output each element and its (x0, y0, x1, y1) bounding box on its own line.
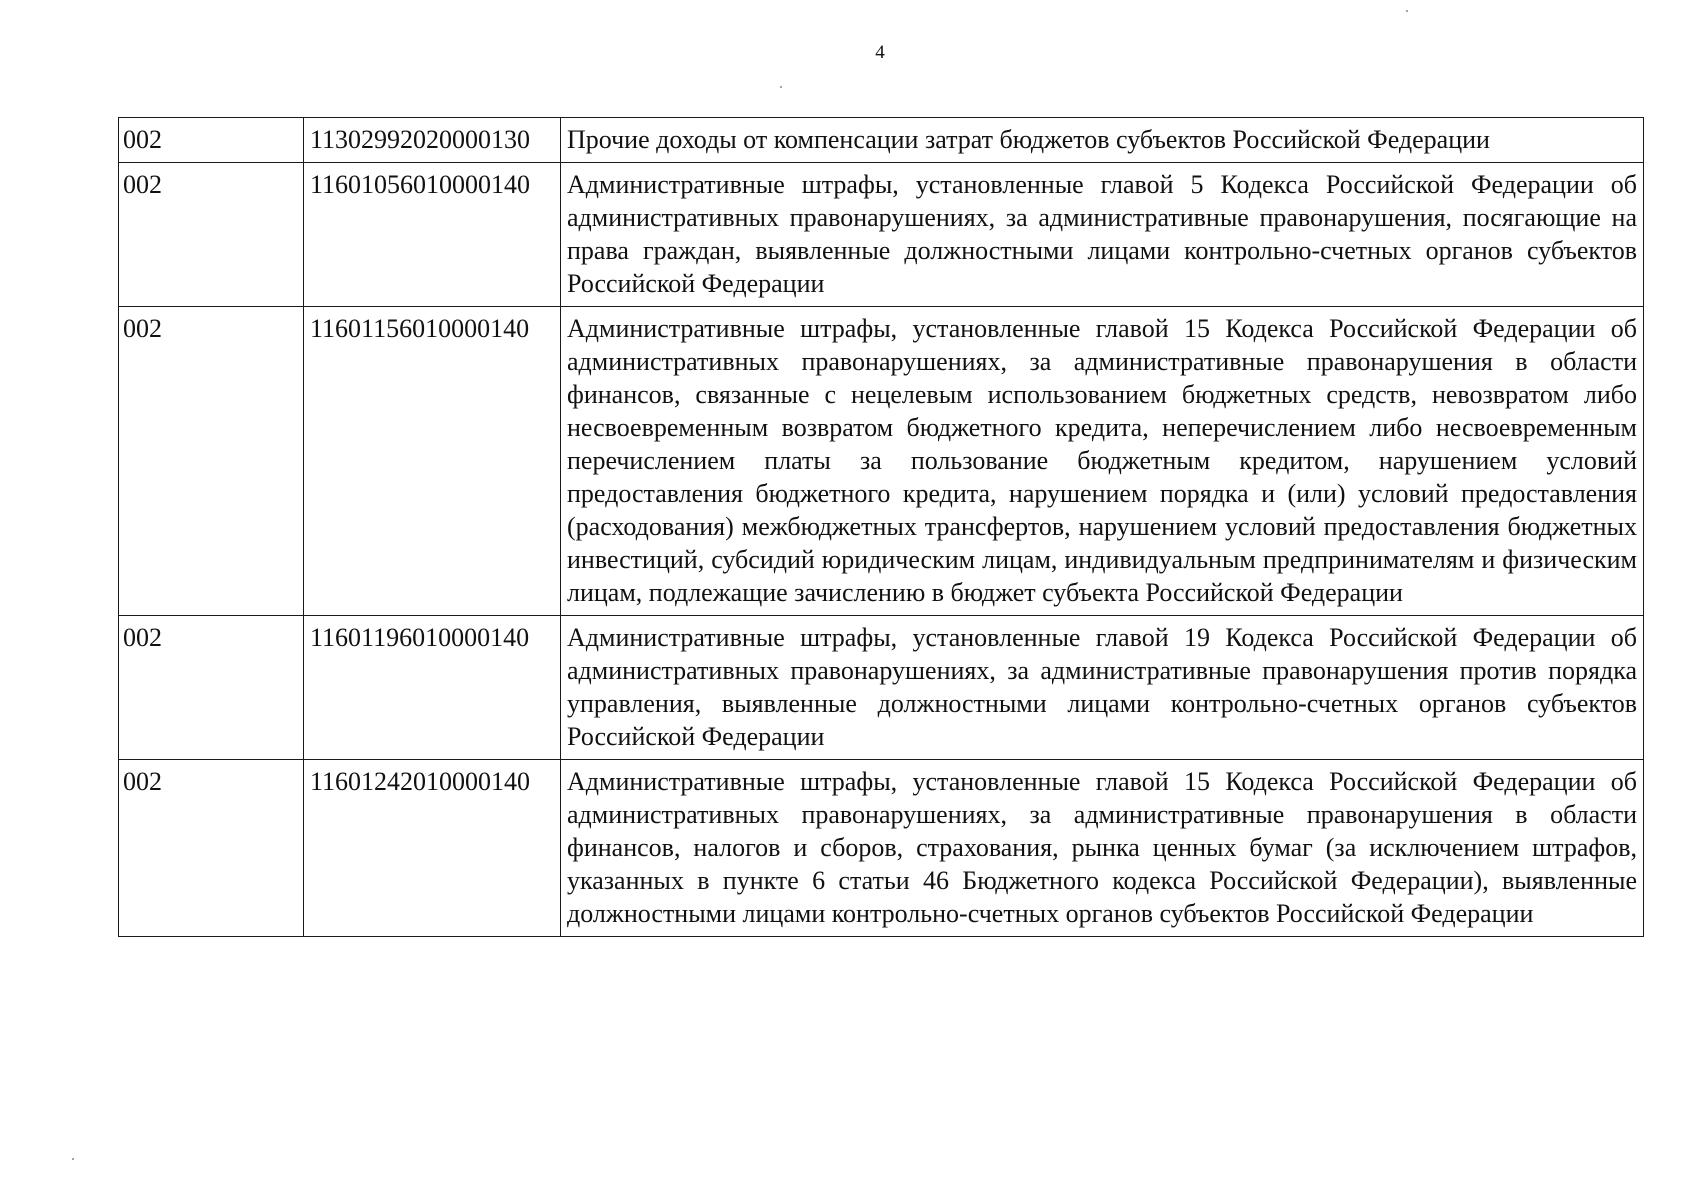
income-description-cell: Прочие доходы от компенсации затрат бюджетов субъектов Российской Федерации (561, 118, 1644, 163)
page-number-text: 4 (875, 42, 885, 63)
scan-speck (72, 1158, 74, 1160)
budget-classification-code-cell: 11601056010000140 (304, 163, 561, 307)
admin-code-cell: 002 (119, 118, 304, 163)
table-row (119, 616, 1644, 760)
table-row (119, 118, 1644, 163)
table-row (119, 307, 1644, 616)
income-description-cell: Административные штрафы, установленные главой 15 Кодекса Российской Федерации об административных правонарушениях, за административные правонарушения в области финансов, налогов и сборов, страхования, рынка ценных бумаг (за исключением штрафов, указанных в пункте 6 статьи 46 Бюджетного кодекса Российской Федерации), выявленные должностными лицами контрольно-счетных органов субъектов Российской Федерации (561, 760, 1644, 937)
income-description-cell: Административные штрафы, установленные главой 5 Кодекса Российской Федерации об административных правонарушениях, за административные правонарушения, посягающие на права граждан, выявленные должностными лицами контрольно-счетных органов субъектов Российской Федерации (561, 163, 1644, 307)
budget-classification-code-cell: 11601196010000140 (304, 616, 561, 760)
page-number (0, 42, 1700, 64)
budget-codes-table (118, 117, 1644, 937)
table-row (119, 163, 1644, 307)
admin-code-cell: 002 (119, 163, 304, 307)
budget-classification-code-cell: 11601156010000140 (304, 307, 561, 616)
budget-classification-code-cell: 11601242010000140 (304, 760, 561, 937)
income-description-cell: Административные штрафы, установленные главой 19 Кодекса Российской Федерации об административных правонарушениях, за административные правонарушения против порядка управления, выявленные должностными лицами контрольно-счетных органов субъектов Российской Федерации (561, 616, 1644, 760)
admin-code-cell: 002 (119, 616, 304, 760)
budget-classification-code-cell: 11302992020000130 (304, 118, 561, 163)
scan-speck (780, 86, 782, 88)
income-description-cell: Административные штрафы, установленные главой 15 Кодекса Российской Федерации об административных правонарушениях, за административные правонарушения в области финансов, связанные с нецелевым использованием бюджетных средств, невозвратом либо несвоевременным возвратом бюджетного кредита, неперечислением либо несвоевременным перечислением платы за пользование бюджетным кредитом, нарушением условий предоставления бюджетного кредита, нарушением порядка и (или) условий предоставления (расходования) межбюджетных трансфертов, нарушением условий предоставления бюджетных инвестиций, субсидий юридическим лицам, индивидуальным предпринимателям и физическим лицам, подлежащие зачислению в бюджет субъекта Российской Федерации (561, 307, 1644, 616)
admin-code-cell: 002 (119, 760, 304, 937)
table-row (119, 760, 1644, 937)
admin-code-cell: 002 (119, 307, 304, 616)
scan-speck (1406, 10, 1408, 12)
